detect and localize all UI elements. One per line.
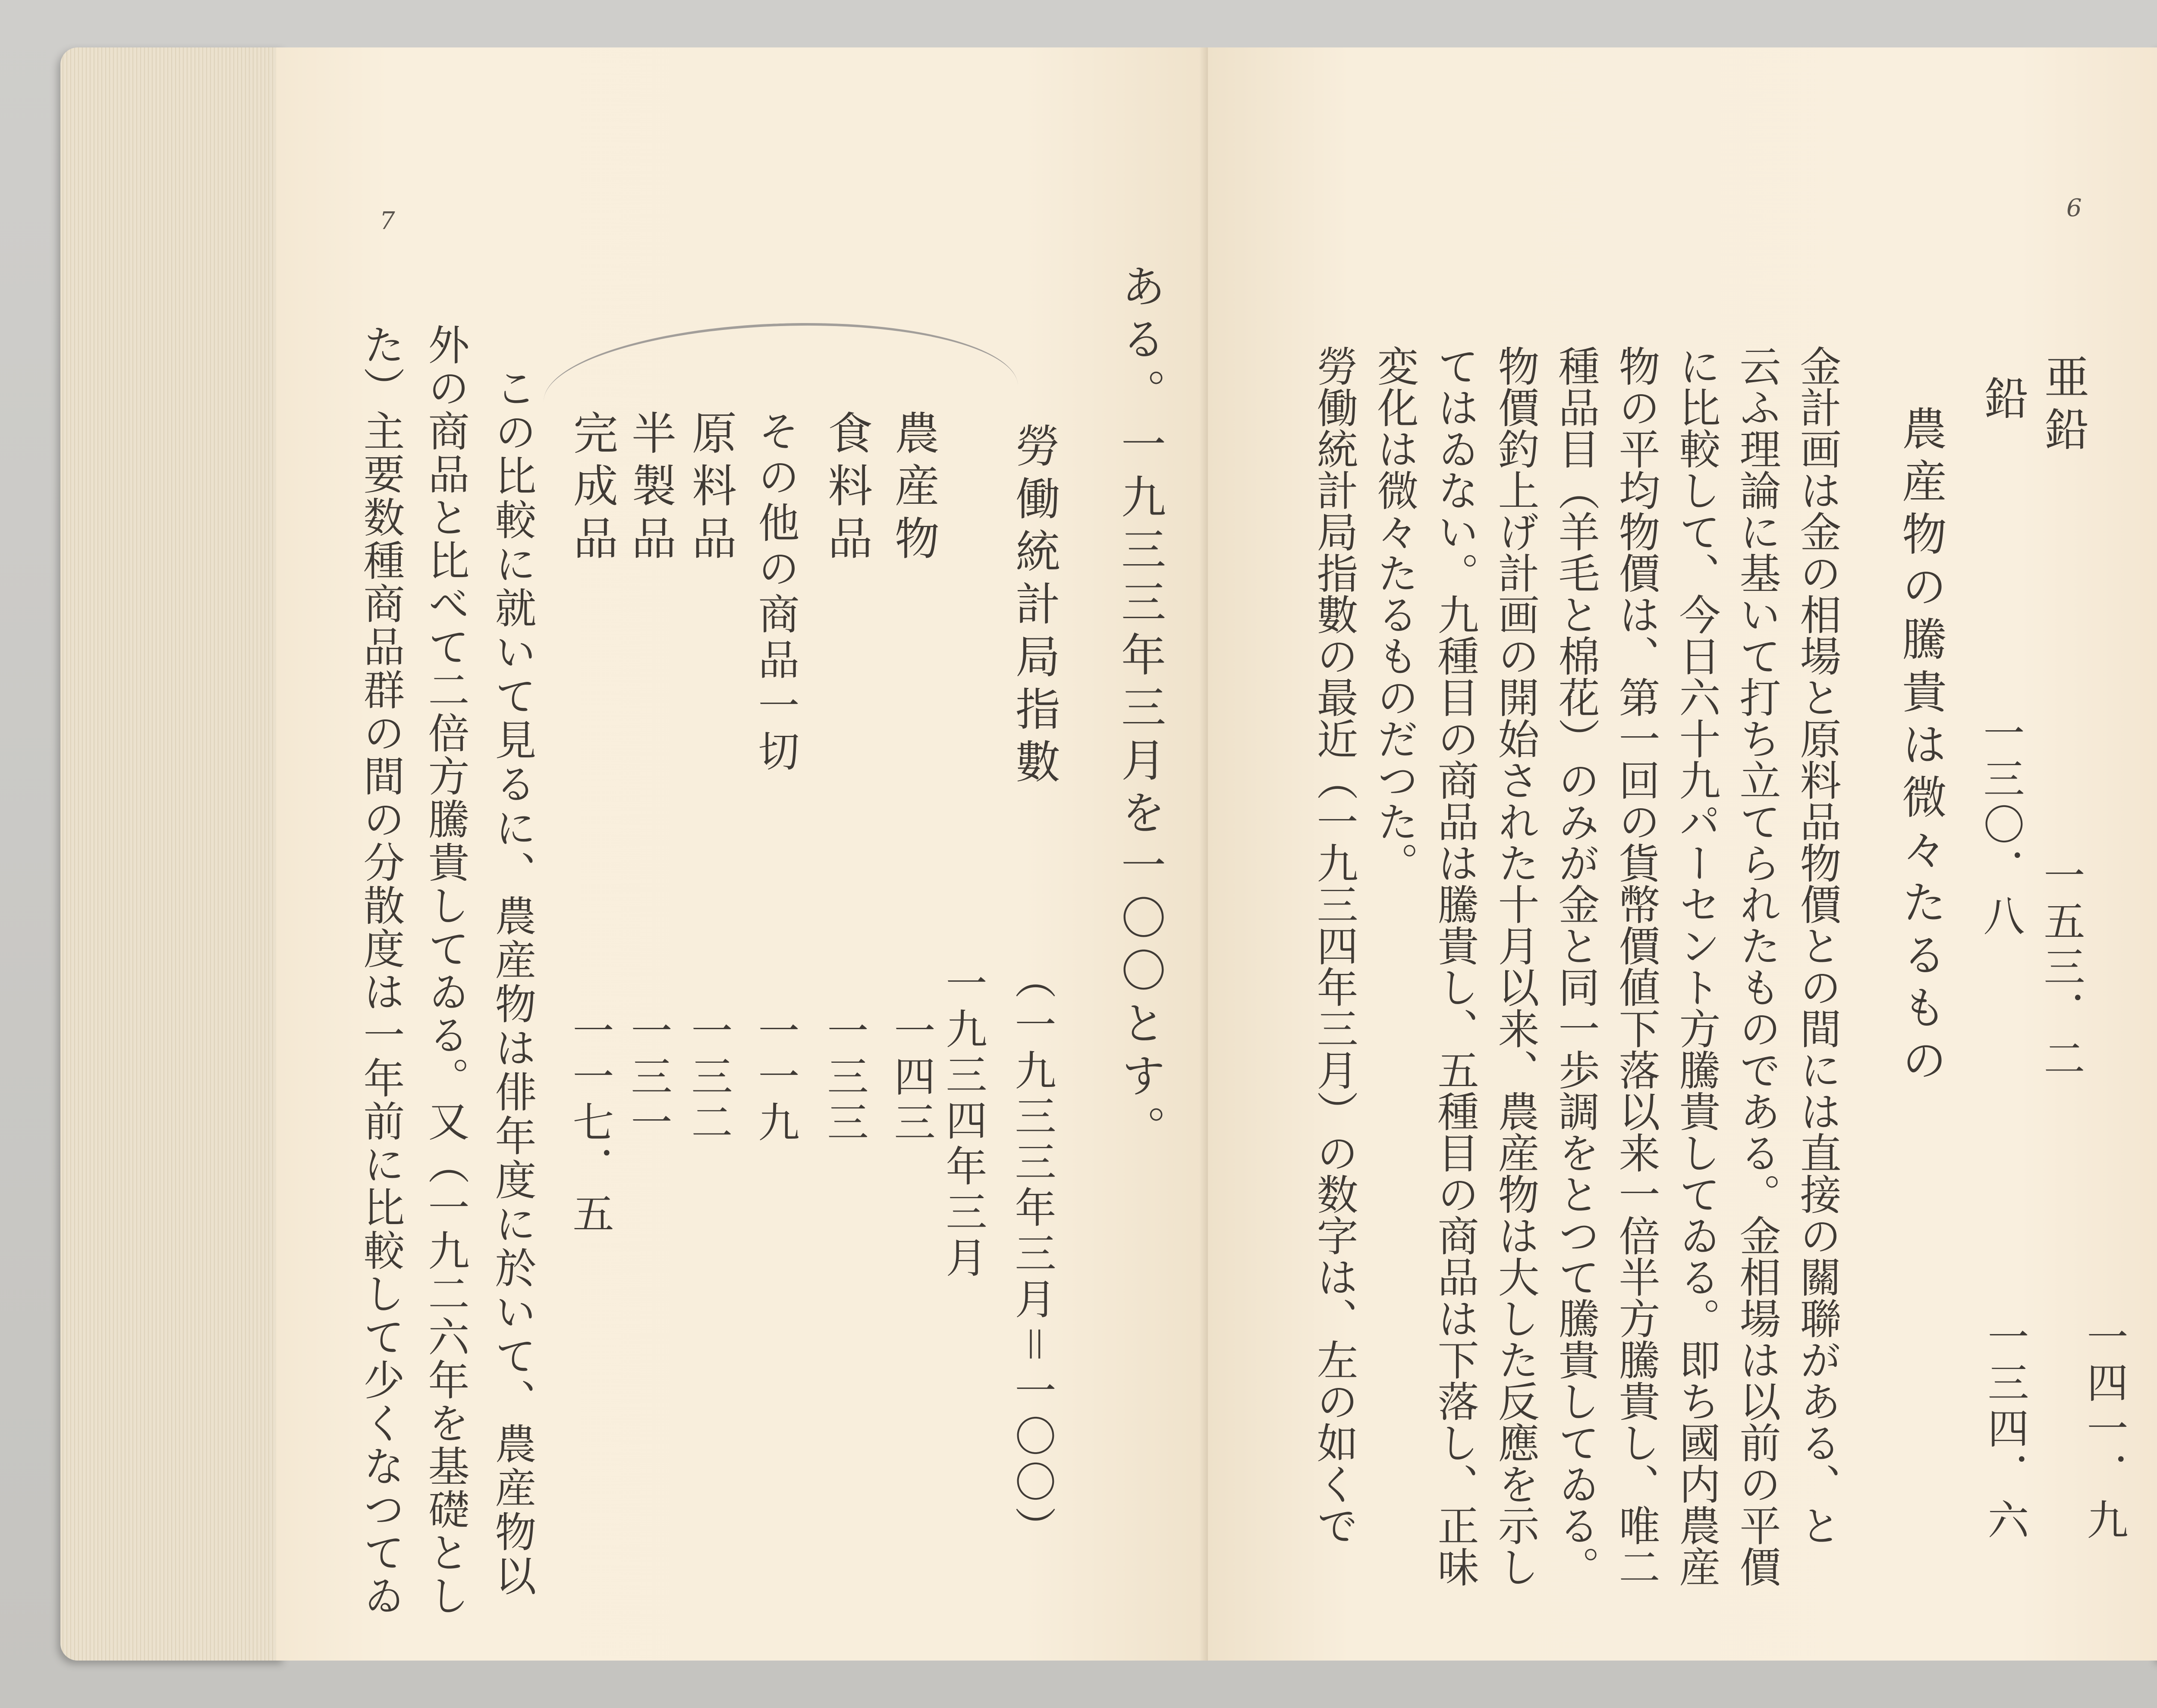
- text-column: この比較に就いて見るに、農産物は俳年度に於いて、農産物以: [488, 367, 537, 1598]
- text-column: 云ふ理論に基いて打ち立てられたものである。金相場は以前の平價: [1733, 345, 1781, 1587]
- table-label: 食料品: [820, 410, 873, 568]
- text-column: 物の平均物價は、第一回の貨幣價値下落以来一倍半方騰貴し、唯二: [1612, 345, 1660, 1587]
- page-number-left: 7: [380, 207, 395, 235]
- text-column: 物價釣上げ計画の開始された十月以来、農産物は大した反應を示し: [1491, 345, 1540, 1587]
- text-column: 種品目（羊毛と棉花）のみが金と同一歩調をとつて騰貴してゐる。: [1552, 345, 1600, 1587]
- table-value: 一一九: [751, 1009, 800, 1146]
- page-number-right: 6: [2066, 194, 2082, 222]
- table-value: 一三〇．八: [1977, 712, 2025, 940]
- table-label: 完成品: [566, 410, 618, 568]
- table-heading: 一九三四年三月: [939, 962, 987, 1282]
- table-label: 鉛: [1976, 375, 2029, 428]
- text-column: に比較して、今日六十九パーセント方騰貴してゐる。即ち國内農産: [1673, 345, 1721, 1587]
- right-page: [1208, 47, 2157, 1661]
- left-page-edges: [60, 47, 285, 1661]
- table-value: 一三一: [624, 1009, 673, 1146]
- table-label: 農産物: [887, 410, 940, 568]
- text-column: （一九三三年三月＝一〇〇）: [1008, 958, 1056, 1552]
- table-value: 一三二: [685, 1009, 733, 1146]
- text-column: 勞働統計局指數: [1008, 423, 1060, 791]
- text-column: た）主要数種商品群の間の分散度は一年前に比較して少くなつてゐ: [357, 323, 405, 1617]
- table-value: 一四三: [887, 1009, 936, 1146]
- table-value: 一一七．五: [566, 1009, 614, 1238]
- table-value: 一五三．二: [2037, 854, 2085, 1083]
- text-column: ある。一九三三年三月を一〇〇とす。: [1113, 263, 1166, 1158]
- table-label: 亜鉛: [2037, 354, 2089, 459]
- text-column: 外の商品と比べて二倍方騰貴してゐる。又（一九二六年を基礎とし: [421, 323, 470, 1617]
- left-page: [276, 47, 1208, 1661]
- table-value: 一四一．九: [2080, 1316, 2129, 1544]
- table-label: 半製品: [624, 410, 676, 568]
- table-value: 一三四．六: [1981, 1316, 2029, 1544]
- text-column: てはゐない。九種目の商品は騰貴し、五種目の商品は下落し、正味: [1431, 345, 1479, 1587]
- section-heading: 農産物の騰貴は微々たるもの: [1894, 405, 1947, 1089]
- table-label: その他の商品一切: [751, 410, 800, 776]
- text-column: 勞働統計局指數の最近（一九三四年三月）の数字は、左の如くで: [1310, 345, 1358, 1546]
- text-column: 変化は微々たるものだつた。: [1371, 345, 1419, 883]
- table-value: 一三三: [821, 1009, 869, 1146]
- table-label: 原料品: [684, 410, 737, 568]
- text-column: 金計画は金の相場と原料品物價との間には直接の關聯がある、と: [1793, 345, 1842, 1546]
